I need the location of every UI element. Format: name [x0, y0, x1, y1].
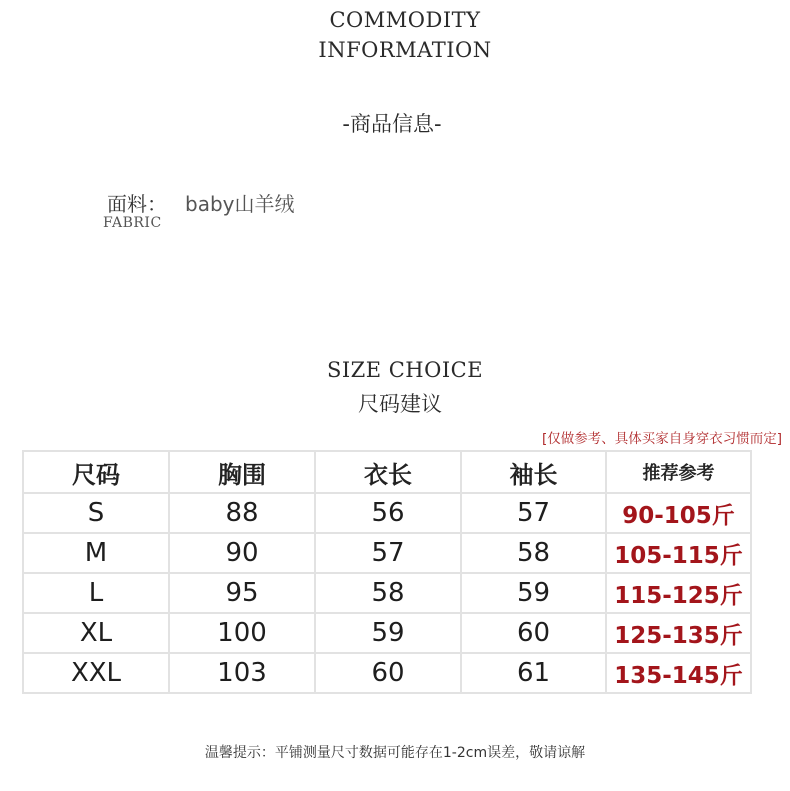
cell-chest: 103 — [169, 653, 315, 693]
measurement-tip: 温馨提示：平铺测量尺寸数据可能存在1-2cm误差，敬请谅解 — [204, 745, 586, 761]
fabric-label: 面料： — [107, 192, 167, 216]
header-recommended: 推荐参考 — [606, 451, 751, 493]
cell-size: M — [23, 533, 169, 573]
cell-sleeve: 59 — [461, 573, 606, 613]
cell-size: XL — [23, 613, 169, 653]
cell-length: 60 — [315, 653, 461, 693]
cell-sleeve: 58 — [461, 533, 606, 573]
header-chest: 胸围 — [169, 451, 315, 493]
table-header-row — [23, 451, 751, 493]
cell-recommended: 105-115斤 — [606, 533, 751, 573]
cell-size: S — [23, 493, 169, 533]
cell-recommended: 115-125斤 — [606, 573, 751, 613]
header-size: 尺码 — [23, 451, 169, 493]
cell-sleeve: 60 — [461, 613, 606, 653]
cell-length: 57 — [315, 533, 461, 573]
fabric-label-en: FABRIC — [103, 215, 162, 231]
size-advice-title: 尺码建议 — [358, 392, 442, 416]
cell-recommended: 125-135斤 — [606, 613, 751, 653]
header-length: 衣长 — [315, 451, 461, 493]
table-row — [23, 573, 751, 613]
cell-chest: 90 — [169, 533, 315, 573]
size-table — [22, 450, 752, 694]
cell-length: 56 — [315, 493, 461, 533]
cell-recommended: 90-105斤 — [606, 493, 751, 533]
cell-chest: 95 — [169, 573, 315, 613]
cell-sleeve: 61 — [461, 653, 606, 693]
table-row — [23, 613, 751, 653]
table-row — [23, 493, 751, 533]
fabric-value: baby山羊绒 — [185, 192, 295, 216]
cell-sleeve: 57 — [461, 493, 606, 533]
cell-size: XXL — [23, 653, 169, 693]
table-row — [23, 653, 751, 693]
cell-recommended: 135-145斤 — [606, 653, 751, 693]
commodity-title-line2: INFORMATION — [318, 38, 492, 62]
cell-length: 58 — [315, 573, 461, 613]
cell-length: 59 — [315, 613, 461, 653]
header-sleeve: 袖长 — [461, 451, 606, 493]
cell-chest: 100 — [169, 613, 315, 653]
product-info-title: -商品信息- — [342, 112, 442, 136]
size-choice-title: SIZE CHOICE — [326, 358, 484, 382]
table-row — [23, 533, 751, 573]
size-reference-note: [仅做参考、具体买家自身穿衣习惯而定] — [541, 431, 782, 447]
commodity-title-line1: COMMODITY — [329, 8, 481, 32]
cell-size: L — [23, 573, 169, 613]
cell-chest: 88 — [169, 493, 315, 533]
